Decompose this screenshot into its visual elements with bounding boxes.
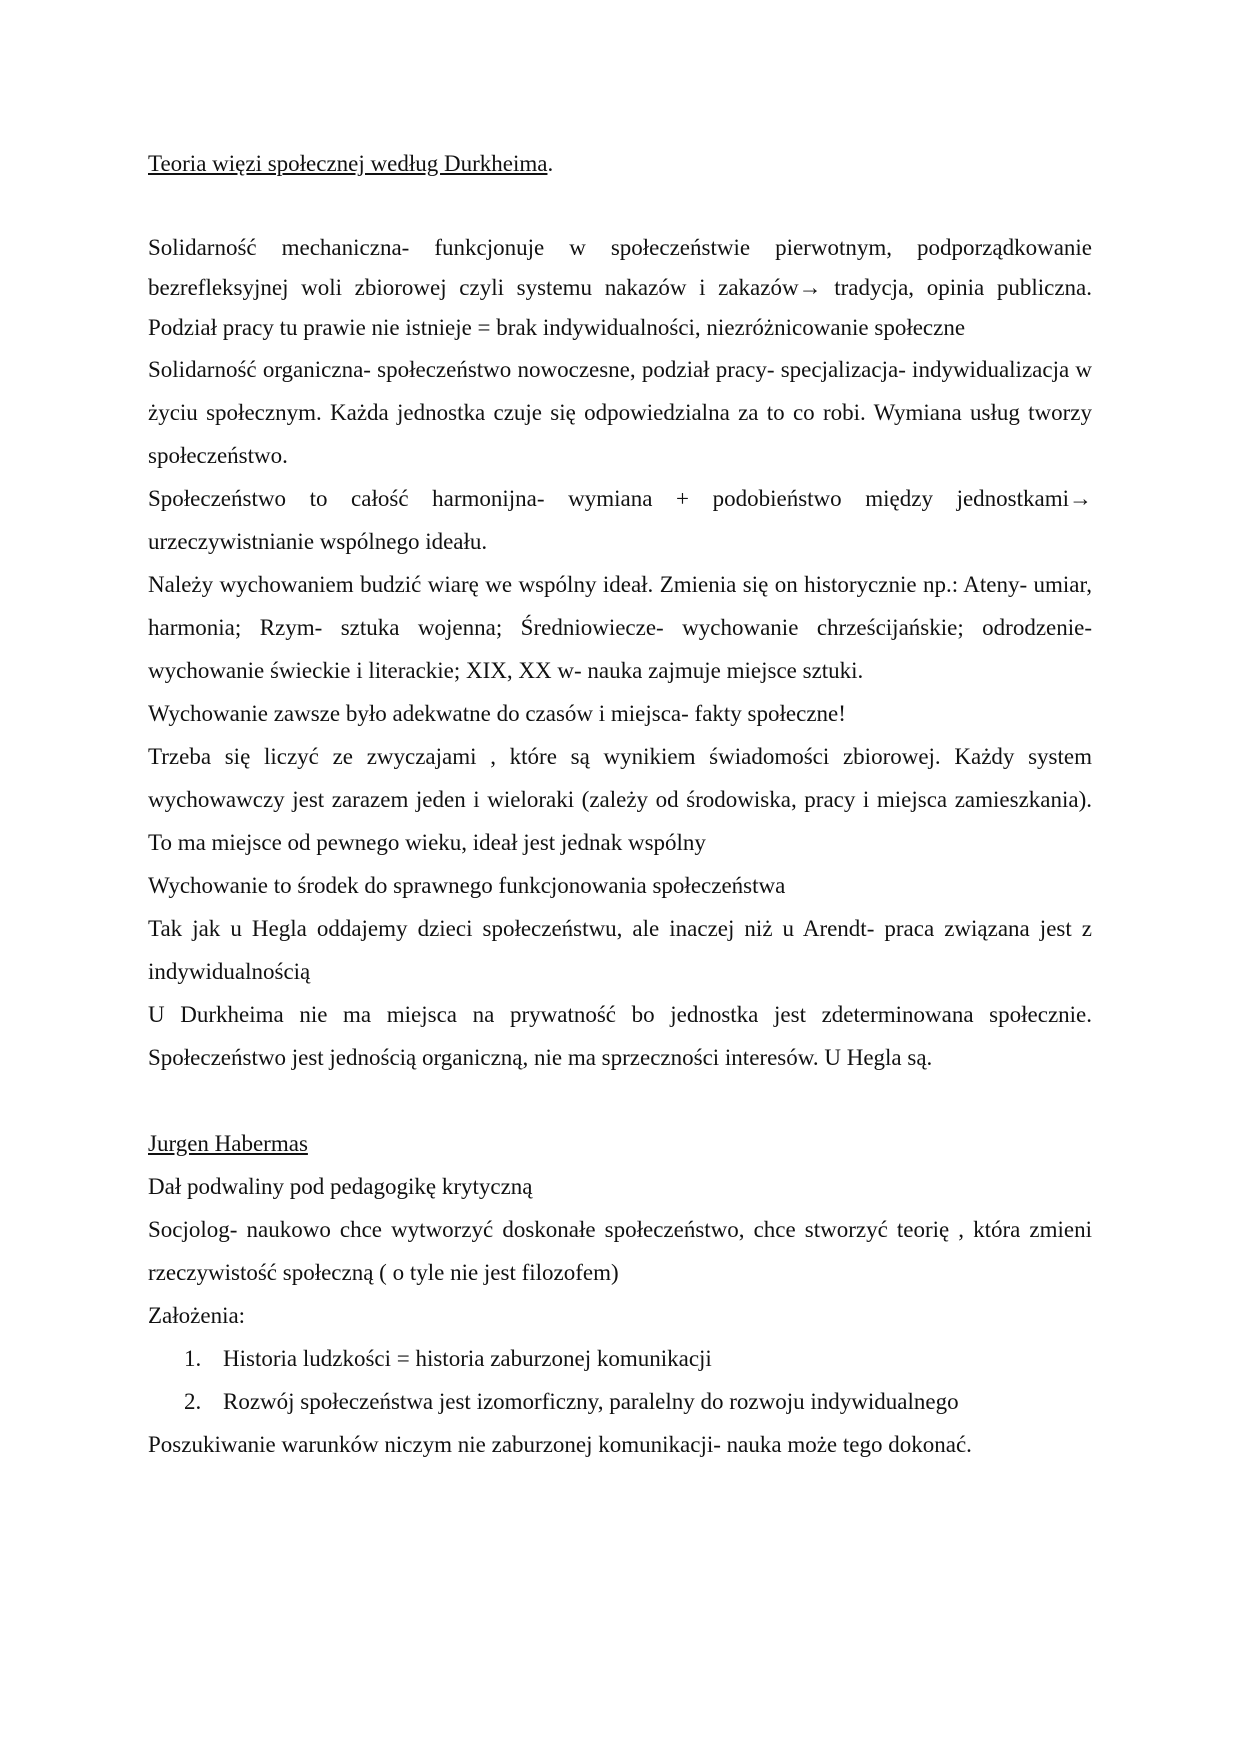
- paragraph: Wychowanie zawsze było adekwatne do czasów i miejsca- fakty społeczne!: [148, 701, 846, 726]
- paragraph: U Durkheima nie ma miejsca na prywatność bo jednostka jest zdeterminowana społecznie. Społeczeństwo jest jednością organiczną, nie ma sprzeczności interesów. U Hegla są.: [148, 1002, 1092, 1070]
- paragraph: Dał podwaliny pod pedagogikę krytyczną: [148, 1174, 533, 1199]
- paragraph: Socjolog- naukowo chce wytworzyć doskonałe społeczeństwo, chce stworzyć teorię , która zmieni rzeczywistość społeczną ( o tyle nie jest filozofem): [148, 1217, 1092, 1285]
- list-item: 2. Rozwój społeczeństwa jest izomorficzny, paralelny do rozwoju indywidualnego: [184, 1389, 959, 1414]
- paragraph: Społeczeństwo to całość harmonijna- wymiana + podobieństwo między jednostkami→ urzeczywistnianie wspólnego ideału.: [148, 486, 1092, 554]
- spacer: [148, 1079, 1092, 1122]
- paragraph: Należy wychowaniem budzić wiarę we wspólny ideał. Zmienia się on historycznie np.: Ateny- umiar, harmonia; Rzym- sztuka wojenna; Średniowiecze- wychowanie chrześcijańskie; odrodzenie- wychowanie świeckie i literackie; XIX, XX w- nauka zajmuje miejsce sztuki.: [148, 572, 1092, 683]
- paragraph: Poszukiwanie warunków niczym nie zaburzonej komunikacji- nauka może tego dokonać.: [148, 1432, 972, 1457]
- paragraph: Solidarność mechaniczna- funkcjonuje w społeczeństwie pierwotnym, podporządkowanie bezrefleksyjnej woli zbiorowej czyli systemu nakazów i zakazów→ tradycja, opinia publiczna. Podział pracy tu prawie nie istnieje = brak indywidualności, niezróżnicowanie społeczne: [148, 235, 1092, 340]
- spacer: [148, 185, 1092, 228]
- section-title-habermas: Jurgen Habermas: [148, 1131, 308, 1156]
- list-item: 1. Historia ludzkości = historia zaburzonej komunikacji: [184, 1346, 712, 1371]
- document-page: [148, 142, 1092, 1466]
- paragraph: Trzeba się liczyć ze zwyczajami , które są wynikiem świadomości zbiorowej. Każdy system wychowawczy jest zarazem jeden i wieloraki (zależy od środowiska, pracy i miejsca zamieszkania). To ma miejsce od pewnego wieku, ideał jest jednak wspólny: [148, 744, 1092, 855]
- paragraph: Wychowanie to środek do sprawnego funkcjonowania społeczeństwa: [148, 873, 786, 898]
- section-title-durkheim: Teoria więzi społecznej według Durkheima.: [148, 151, 554, 176]
- paragraph: Założenia:: [148, 1303, 246, 1328]
- paragraph: Solidarność organiczna- społeczeństwo nowoczesne, podział pracy- specjalizacja- indywidualizacja w życiu społecznym. Każda jednostka czuje się odpowiedzialna za to co robi. Wymiana usług tworzy społeczeństwo.: [148, 357, 1092, 468]
- paragraph: Tak jak u Hegla oddajemy dzieci społeczeństwu, ale inaczej niż u Arendt- praca związana jest z indywidualnością: [148, 916, 1092, 984]
